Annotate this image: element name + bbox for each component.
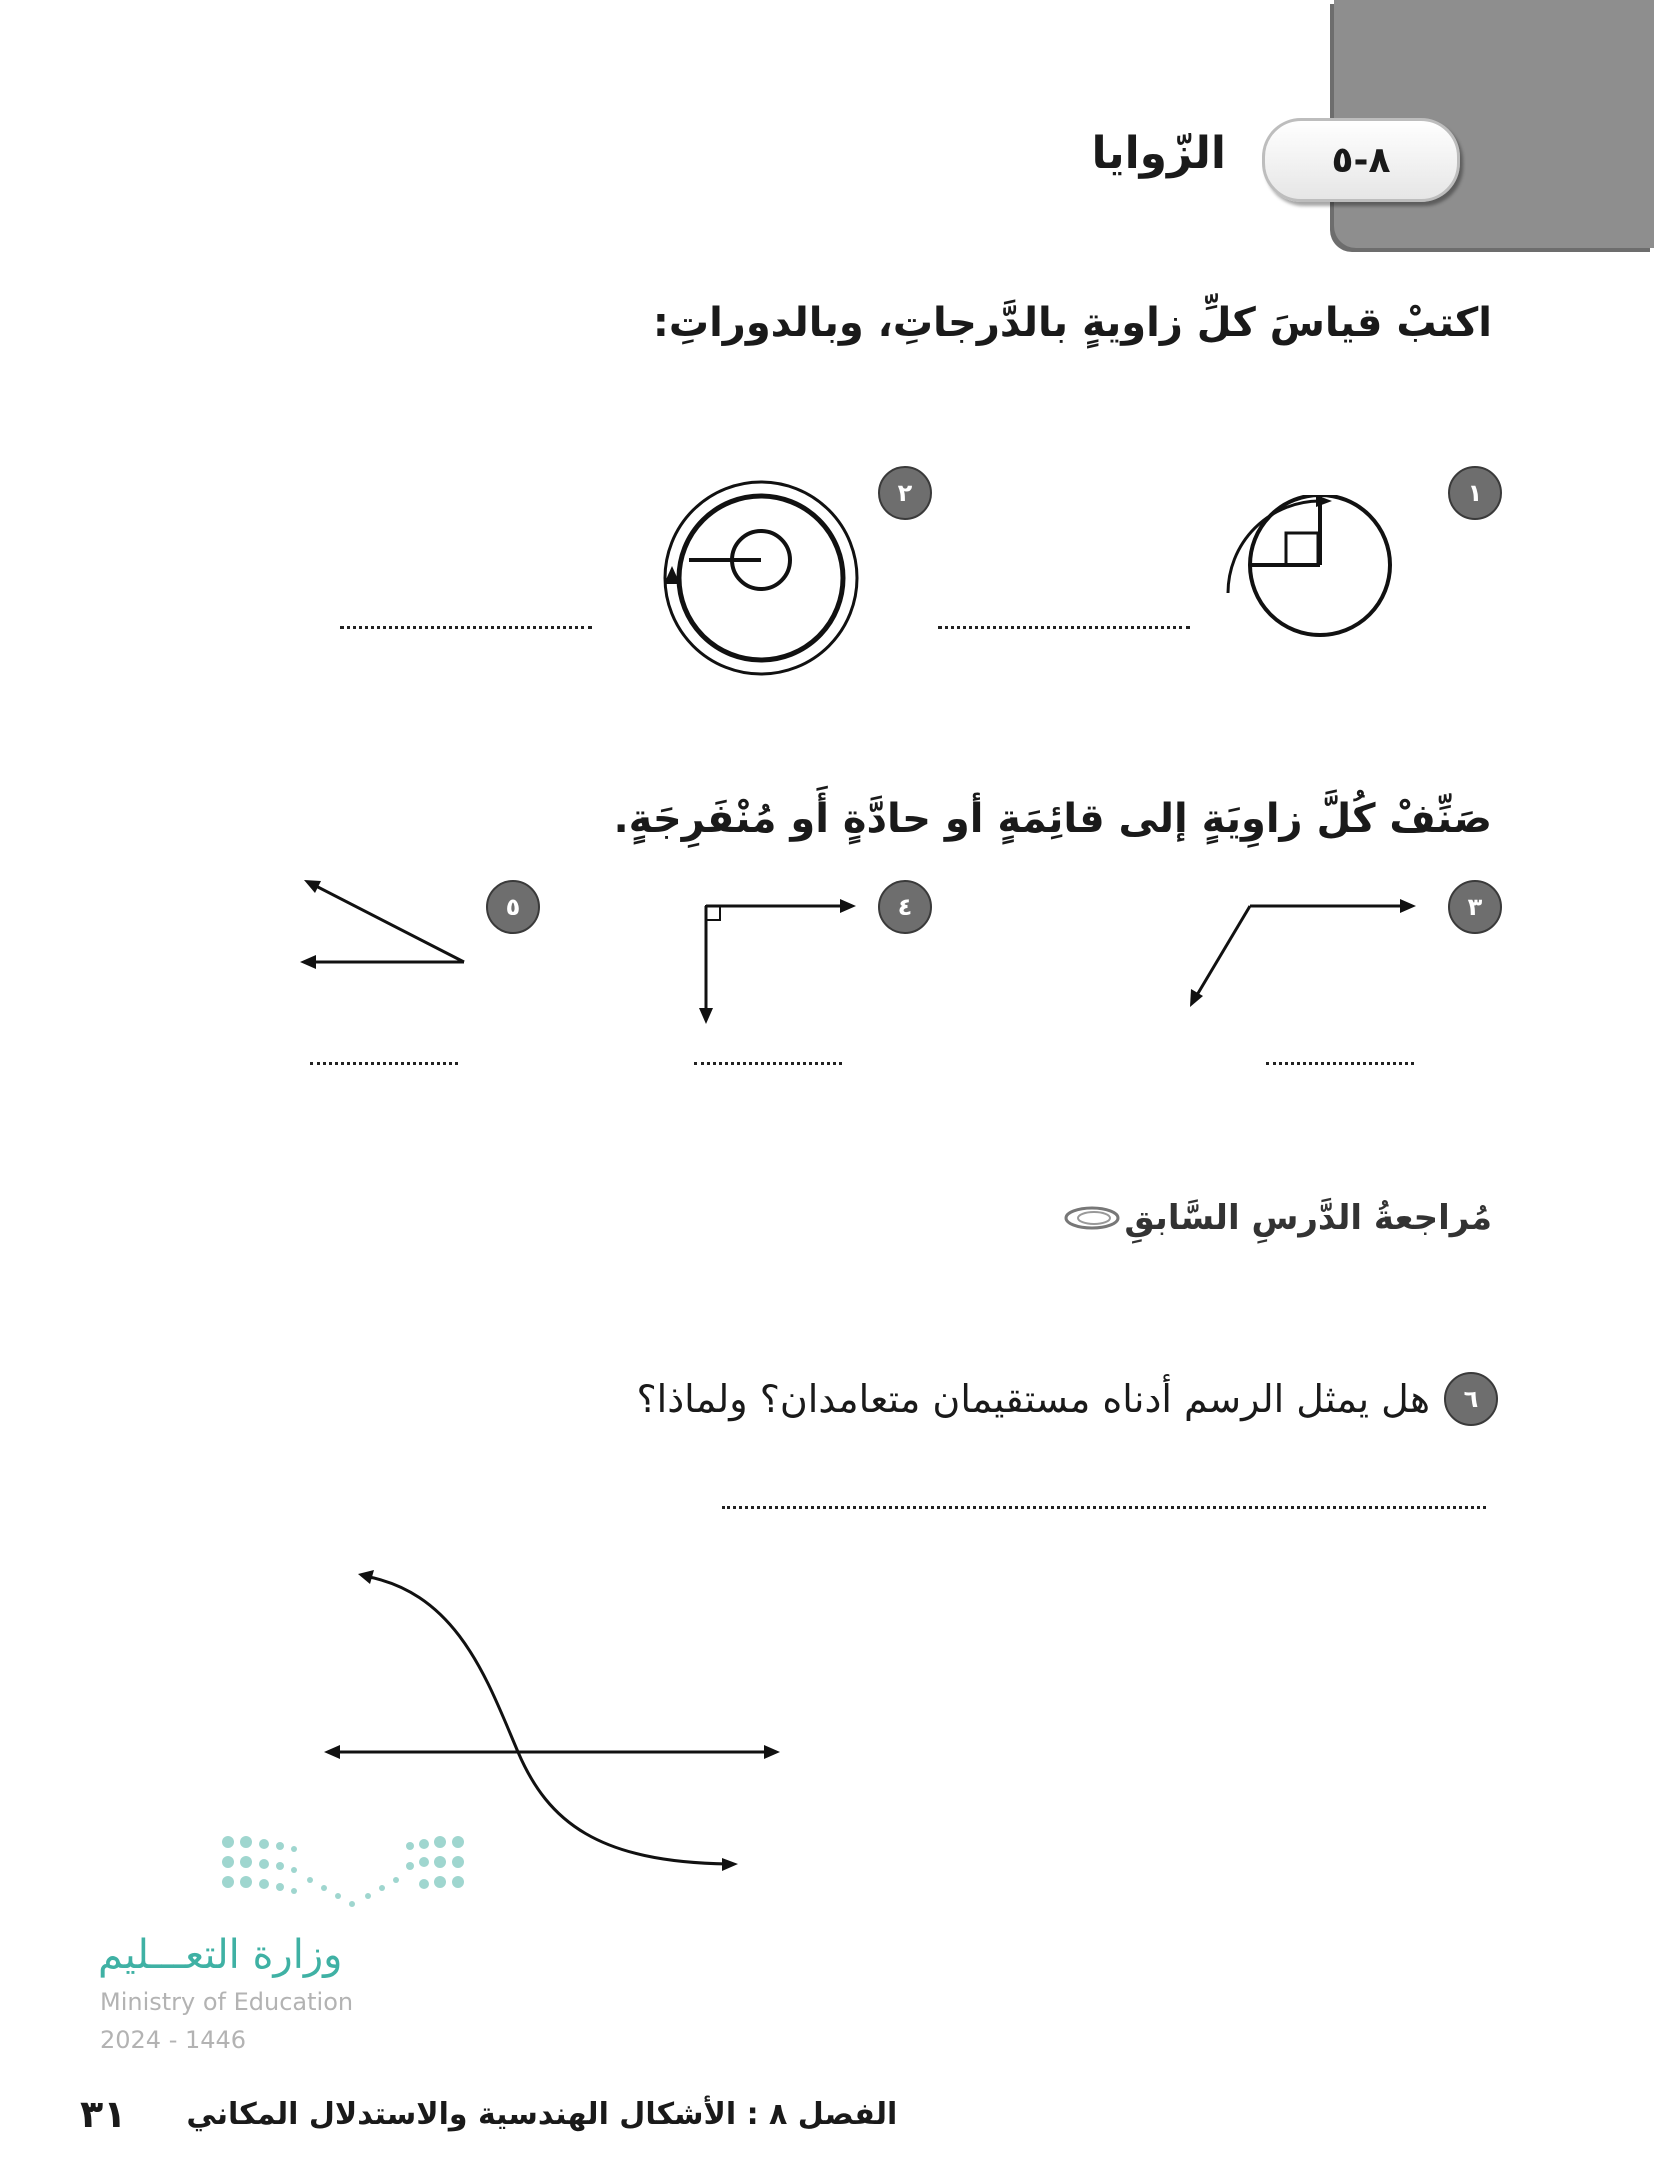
answer-line-6[interactable]	[722, 1506, 1486, 1509]
curved-line-bottom-arrow	[722, 1858, 738, 1871]
item-3-number	[1448, 880, 1502, 934]
lesson-title: الزّوايا	[1091, 128, 1226, 179]
full-turn-circle-icon	[660, 478, 862, 678]
right-angle-icon	[690, 890, 860, 1030]
curved-line	[364, 1576, 728, 1864]
ministry-year: 2024 - 1446	[100, 2026, 247, 2054]
review-title: مُراجعةُ الدَّرسِ السَّابقِ	[1124, 1198, 1492, 1238]
swirl-icon	[1062, 1203, 1120, 1233]
answer-line-1[interactable]	[938, 626, 1190, 629]
ministry-name-en: Ministry of Education	[100, 1988, 354, 2016]
section1-instruction: اكتبْ قياسَ كلِّ زاويةٍ بالدَّرجاتِ، وبالدوراتِ:	[652, 300, 1492, 346]
page-number: ٣١	[80, 2092, 127, 2136]
curved-line-top-arrow	[358, 1570, 374, 1584]
page-footer	[80, 2092, 897, 2136]
item-6-number	[1444, 1372, 1498, 1426]
item-4-number	[878, 880, 932, 934]
item-1-number	[1448, 466, 1502, 520]
item-2-number	[878, 466, 932, 520]
question-6	[636, 1372, 1498, 1426]
lesson-number-badge	[1262, 118, 1460, 202]
obtuse-angle-icon	[1180, 888, 1420, 1018]
item-5-number-text: ٥	[505, 893, 521, 921]
quarter-turn-circle-icon	[1220, 495, 1405, 655]
review-heading	[1062, 1198, 1492, 1238]
ministry-logo-icon	[218, 1832, 468, 1932]
section2-instruction: صَنِّفْ كُلَّ زاوِيَةٍ إلى قائِمَةٍ أو حادَّةٍ أَو مُنْفَرِجَةٍ.	[613, 796, 1492, 842]
horizontal-line-left-arrow	[324, 1745, 340, 1759]
answer-line-4[interactable]	[694, 1062, 842, 1065]
answer-line-2[interactable]	[340, 626, 592, 629]
answer-line-3[interactable]	[1266, 1062, 1414, 1065]
item-3-number-text: ٣	[1467, 893, 1483, 921]
item-1-number-text: ١	[1467, 479, 1483, 507]
item-4-number-text: ٤	[897, 893, 913, 921]
chapter-title: الفصل ٨ : الأشكال الهندسية والاستدلال المكاني	[186, 2096, 898, 2132]
lesson-number: ٨-٥	[1331, 139, 1391, 181]
item-6-number-text: ٦	[1463, 1385, 1479, 1413]
acute-angle-icon	[292, 876, 472, 976]
horizontal-line-right-arrow	[764, 1745, 780, 1759]
question-6-text: هل يمثل الرسم أدناه مستقيمان متعامدان؟ ولماذا؟	[636, 1377, 1430, 1421]
item-5-number	[486, 880, 540, 934]
answer-line-5[interactable]	[310, 1062, 458, 1065]
item-2-number-text: ٢	[897, 479, 913, 507]
ministry-name-ar: وزارة التعـــليم	[98, 1932, 343, 1978]
